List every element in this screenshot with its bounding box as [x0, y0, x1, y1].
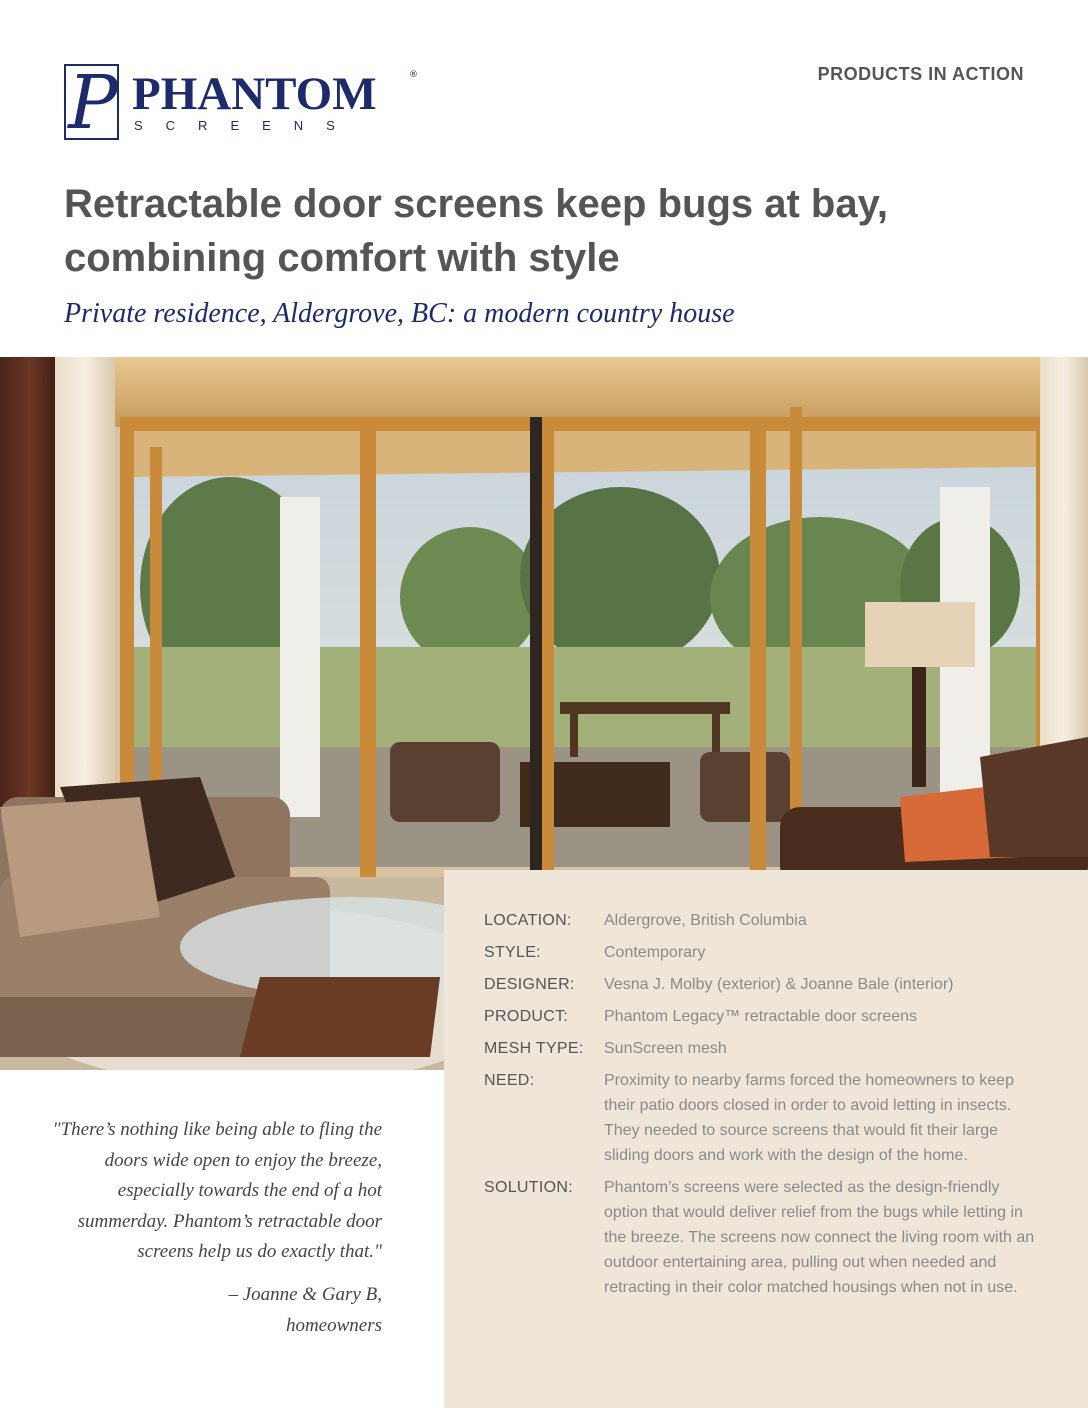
- detail-row-designer: [484, 972, 1088, 997]
- logo-monogram-box: [64, 60, 119, 146]
- page-subtitle: Private residence, Aldergrove, BC: a modern country house: [64, 298, 735, 329]
- detail-value: Vesna J. Molby (exterior) & Joanne Bale (interior): [604, 976, 954, 993]
- project-details-panel: [444, 870, 1088, 1408]
- detail-label: STYLE:: [484, 944, 541, 961]
- detail-value: Contemporary: [604, 944, 706, 961]
- phantom-screens-logo: [64, 60, 418, 146]
- detail-value: Phantom’s screens were selected as the design-friendly option that would deliver relief from the bugs while letting in the breeze. The screens now connect the living room with an outdoor entertaining area, pulling out when needed and retracting in their color matched housings when not in use.: [604, 1179, 1035, 1296]
- detail-value: Aldergrove, British Columbia: [604, 912, 807, 929]
- page-title: Retractable door screens keep bugs at bay, combining comfort with style: [64, 182, 889, 280]
- detail-label: MESH TYPE:: [484, 1040, 584, 1057]
- detail-label: DESIGNER:: [484, 976, 575, 993]
- detail-row-location: [484, 908, 1088, 933]
- detail-value: SunScreen mesh: [604, 1040, 727, 1057]
- detail-row-solution: [484, 1175, 1088, 1300]
- detail-label: SOLUTION:: [484, 1179, 573, 1196]
- testimonial-attribution: [44, 1279, 382, 1341]
- detail-row-need: [484, 1068, 1088, 1168]
- attribution-name: – Joanne & Gary B,: [228, 1284, 382, 1305]
- detail-row-mesh-type: [484, 1036, 1088, 1061]
- section-label: PRODUCTS IN ACTION: [817, 64, 1024, 84]
- detail-label: NEED:: [484, 1072, 535, 1089]
- detail-row-product: [484, 1004, 1088, 1029]
- detail-label: LOCATION:: [484, 912, 572, 929]
- logo-wordmark: PHANTOM: [132, 68, 377, 120]
- attribution-role: homeowners: [285, 1315, 382, 1336]
- detail-row-style: [484, 940, 1088, 965]
- detail-value: Proximity to nearby farms forced the homeowners to keep their patio doors closed in order to avoid letting in insects. They needed to source screens that would fit their large sliding doors and work with the design of the home.: [604, 1072, 1014, 1164]
- detail-label: PRODUCT:: [484, 1008, 569, 1025]
- testimonial-quote: "There’s nothing like being able to fling the doors wide open to enjoy the breeze, especially towards the end of a hot summerday. Phantom’s retractable door screens help us do exactly that.": [52, 1119, 382, 1262]
- detail-value: Phantom Legacy™ retractable door screens: [604, 1008, 918, 1025]
- logo-subtitle: SCREENS: [134, 118, 358, 133]
- logo-monogram: P: [68, 60, 118, 146]
- registered-mark: ®: [409, 70, 418, 80]
